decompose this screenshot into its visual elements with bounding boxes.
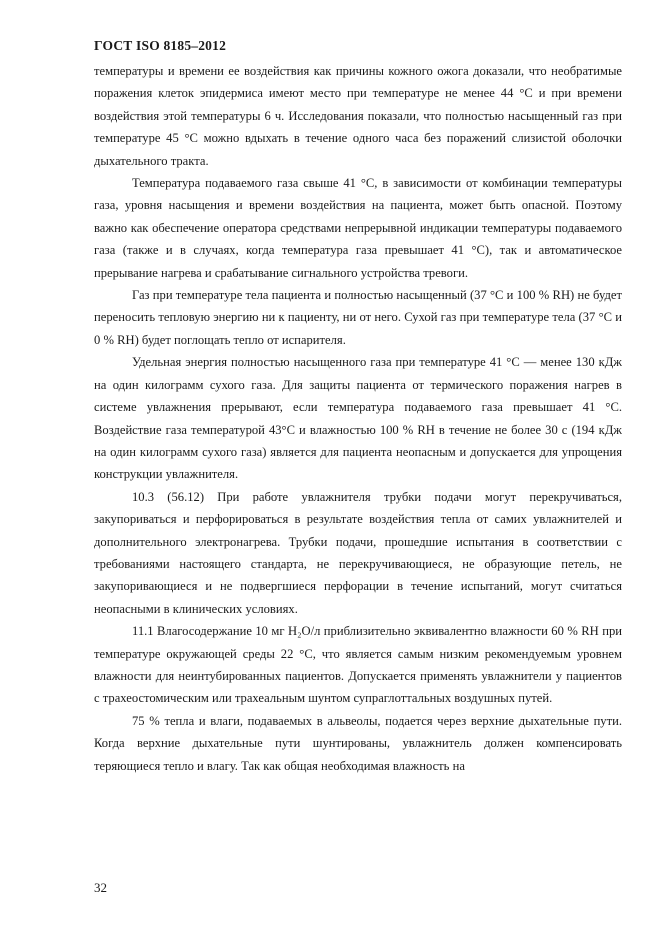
document-header: ГОСТ ISO 8185–2012: [94, 38, 227, 53]
paragraph: Температура подаваемого газа свыше 41 °С, в зависимости от комбинации температуры газа, уровня насыщения и времени воздействия на пациента, может быть опасной. Поэтому важно как обеспечение оператора средствами непрерывной индикации температуры подаваемого газа (также и в случаях, когда температура газа превышает 41 °С), так и автоматическое прерывание нагрева и срабатывание сигнального устройства тревоги.: [94, 176, 622, 280]
paragraph: 75 % тепла и влаги, подаваемых в альвеолы, подается через верхние дыхательные пути. Когда верхние дыхательные пути шунтированы, увлажнитель должен компенсировать теряющиеся тепло и влагу. Так как общая необходимая влажность на: [94, 713, 622, 773]
paragraph: Удельная энергия полностью насыщенного газа при температуре 41 °С — менее 130 кДж на один килограмм сухого газа. Для защиты пациента от термического поражения нагрев в системе увлажнения прерывают, если температура подаваемого газа превышает 41 °С. Воздействие газа температурой 43°С и влажностью 100 % RH в течение не более 30 с (194 кДж на один килограмм сухого газа) является для пациента неопасным и допускается для упрощения конструкции увлажнителя.: [94, 355, 622, 482]
page-number: 32: [94, 880, 107, 895]
paragraph: 11.1 Влагосодержание 10 мг H₂O/л приблизительно эквивалентно влажности 60 % RH при температуре окружающей среды 22 °С, что является самым низким рекомендуемым уровнем влажности для неинтубированных пациентов. Допускается применять увлажнители у пациентов с трахеостомическим или трахеальным шунтом супраглоттальных воздушных путей.: [94, 624, 622, 706]
paragraph: 10.3 (56.12) При работе увлажнителя трубки подачи могут перекручиваться, закупориваться и перфорироваться в результате воздействия тепла от самих увлажнителей и дополнительного электронагрева. Трубки подачи, прошедшие испытания в соответствии с требованиями настоящего стандарта, не перекручивающиеся, не образующие петель, не закупоривающиеся и не подвергшиеся перфорации в течение испытаний, могут считаться неопасными в клинических условиях.: [94, 489, 622, 616]
paragraph: температуры и времени ее воздействия как причины кожного ожога доказали, что необратимые поражения клеток эпидермиса имеют место при температуре не менее 44 °С и при времени воздействия этой температуры 6 ч. Исследования показали, что полностью насыщенный газ при температуре 45 °С можно вдыхать в течение одного часа без поражений слизистой оболочки дыхательного тракта.: [94, 64, 622, 168]
body-text: [94, 60, 622, 777]
paragraph: Газ при температуре тела пациента и полностью насыщенный (37 °С и 100 % RH) не будет переносить тепловую энергию ни к пациенту, ни от него. Сухой газ при температуре тела (37 °С и 0 % RH) будет поглощать тепло от испарителя.: [94, 288, 622, 347]
